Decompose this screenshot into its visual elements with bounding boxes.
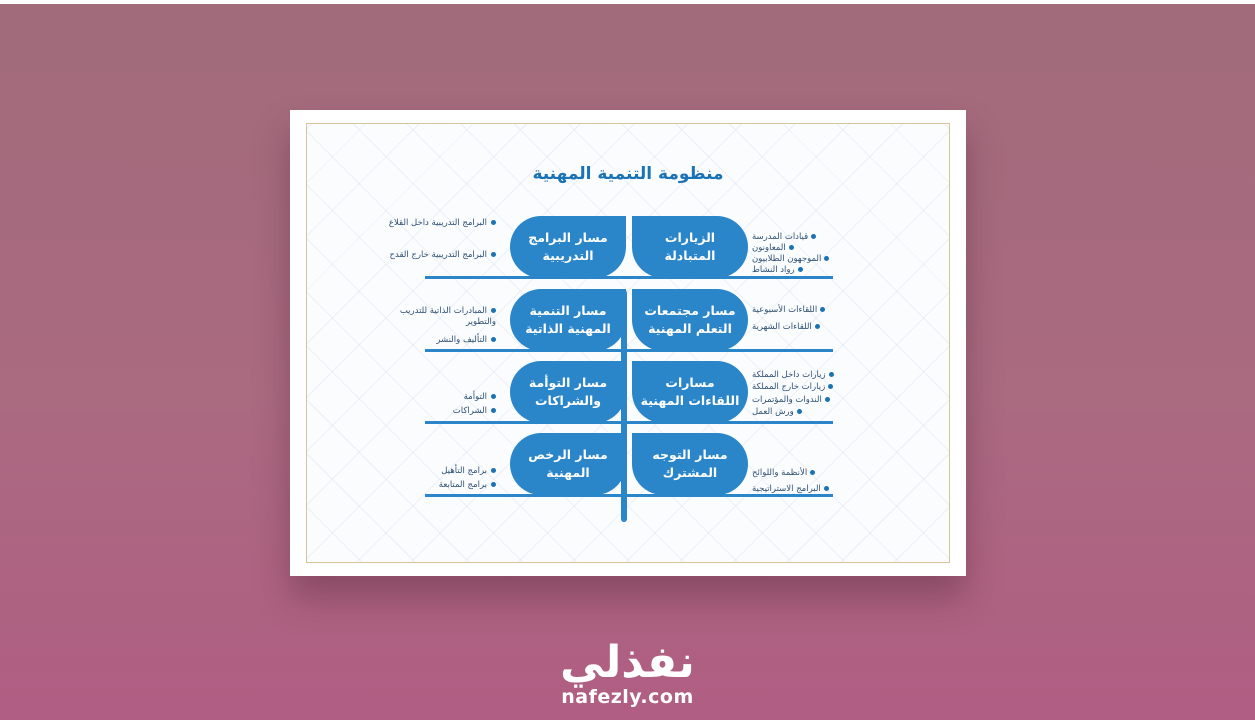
- bullet-icon: [789, 245, 794, 250]
- bullet-icon: [491, 220, 496, 225]
- list-item: ورش العمل: [752, 407, 802, 418]
- list-item: زيارات داخل المملكة: [752, 370, 834, 381]
- list-item: برامج التأهيل: [441, 466, 496, 477]
- branch-self-development: مسار التنمية المهنية الذاتية: [510, 289, 626, 351]
- list-item: الأنظمة واللوائح: [752, 468, 815, 479]
- list-item: التوأمة: [464, 392, 496, 403]
- list-item: الشراكات: [453, 406, 496, 417]
- bullet-icon: [491, 468, 496, 473]
- row-line: [425, 276, 833, 279]
- list-item: المعاونون: [752, 243, 794, 254]
- list-item: رواد النشاط: [752, 265, 803, 276]
- bullet-icon: [820, 307, 825, 312]
- bullet-icon: [491, 394, 496, 399]
- diagram-card: [290, 110, 966, 576]
- list-item: التأليف والنشر: [436, 335, 496, 346]
- watermark-url: nafezly.com: [561, 686, 694, 708]
- bullet-icon: [829, 372, 834, 377]
- bullet-icon: [491, 482, 496, 487]
- bullet-icon: [491, 308, 496, 313]
- list-item: قيادات المدرسة: [752, 232, 816, 243]
- bullet-icon: [491, 408, 496, 413]
- list-item: البرامج التدريبية داخل القلاع: [376, 218, 496, 229]
- branch-learning-communities: مسار مجتمعات التعلم المهنية: [632, 289, 748, 351]
- watermark-logo: نفذلي: [560, 637, 695, 688]
- bullet-icon: [491, 337, 496, 342]
- list-item: البرامج التدريبية خارج القدح: [376, 250, 496, 261]
- bullet-icon: [798, 267, 803, 272]
- row-line: [425, 421, 833, 424]
- branch-shared-direction: مسار التوجه المشترك: [632, 433, 748, 495]
- bullet-icon: [824, 486, 829, 491]
- branch-professional-licenses: مسار الرخص المهنية: [510, 433, 626, 495]
- bullet-icon: [797, 409, 802, 414]
- bullet-icon: [824, 256, 829, 261]
- bullet-icon: [491, 252, 496, 257]
- list-item: برامج المتابعة: [439, 480, 496, 491]
- bullet-icon: [810, 470, 815, 475]
- diagram-title: منظومة التنمية المهنية: [532, 164, 724, 184]
- card-frame: [306, 123, 950, 563]
- bullet-icon: [825, 397, 830, 402]
- list-item: الموجهون الطلابيون: [752, 254, 829, 265]
- watermark: [0, 637, 1255, 708]
- list-item: اللقاءات الأسبوعية: [752, 305, 825, 316]
- branch-professional-meetings: مسارات اللقاءات المهنية: [632, 361, 748, 423]
- list-item: المبادرات الذاتية للتدريب والتطوير: [399, 306, 496, 327]
- row-line: [425, 349, 833, 352]
- bullet-icon: [811, 234, 816, 239]
- bullet-icon: [815, 324, 820, 329]
- list-item: زيارات خارج المملكة: [752, 382, 833, 393]
- list-item: الندوات والمؤتمرات: [752, 395, 830, 406]
- list-item: البرامج الاستراتيجية: [752, 484, 829, 495]
- branch-training-programs: مسار البرامج التدريبية: [510, 216, 626, 278]
- branch-exchange-visits: الزيارات المتبادلة: [632, 216, 748, 278]
- list-item: اللقاءات الشهرية: [752, 322, 820, 333]
- bullet-icon: [828, 384, 833, 389]
- branch-twinning-partnerships: مسار التوأمة والشراكات: [510, 361, 626, 423]
- top-strip: [0, 0, 1255, 4]
